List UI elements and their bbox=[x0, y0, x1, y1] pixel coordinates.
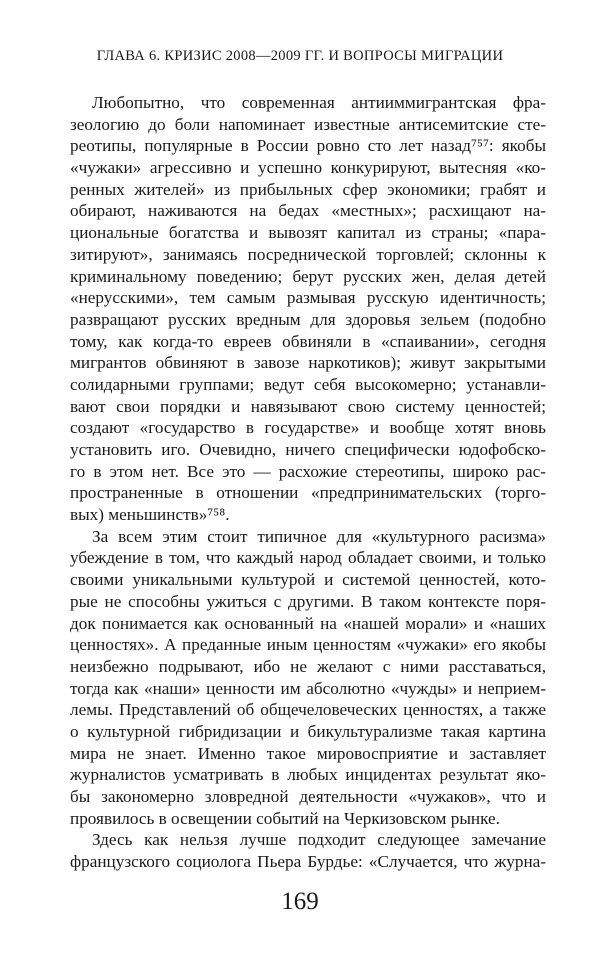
text-line: тому, как когда-то евреев обвиняли в «спаивании», сегодня bbox=[70, 331, 546, 351]
text-line: пространенные в отношении «предпринимательских (торго- bbox=[70, 483, 546, 503]
text-line: циональные богатства и вывозят капитал из страны; «пара- bbox=[70, 223, 546, 243]
text-line: Здесь как нельзя лучше подходит следующее замечание bbox=[92, 830, 546, 850]
running-header: ГЛАВА 6. КРИЗИС 2008—2009 ГГ. И ВОПРОСЫ МИГРАЦИИ bbox=[96, 48, 504, 64]
paragraph bbox=[70, 92, 546, 526]
text-line: криминальному поведению; берут русских жен, делая детей bbox=[70, 266, 546, 286]
paragraph bbox=[70, 829, 546, 872]
text-line: рые не способны ужиться с другими. В таком контексте поря- bbox=[70, 591, 546, 611]
text-line: своими уникальными культурой и системой ценностей, кото- bbox=[70, 570, 546, 590]
text-line: о культурной гибридизации и бикультурализме такая картина bbox=[70, 721, 546, 741]
text-line: развращают русских вредным для здоровья зельем (подобно bbox=[70, 309, 546, 329]
text-line: лемы. Представлений об общечеловеческих ценностях, а также bbox=[70, 700, 546, 720]
text-line: неизбежно подрывают, ибо не желают с ними расставаться, bbox=[70, 656, 546, 676]
text-line: тогда как «наши» ценности им абсолютно «чужды» и неприем- bbox=[70, 678, 546, 698]
text-line: «чужаки» агрессивно и успешно конкурируют, вытесняя «ко- bbox=[70, 158, 546, 178]
text-line: обирают, наживаются на бедах «местных»; расхищают на- bbox=[70, 201, 546, 221]
text-line: го в этом нет. Все это — расхожие стереотипы, широко рас- bbox=[70, 461, 546, 481]
text-line: ренных жителей» из прибыльных сфер экономики; грабят и bbox=[70, 179, 546, 199]
text-line: док понимается как основанный на «нашей морали» и «наших bbox=[70, 613, 546, 633]
page-number: 169 bbox=[281, 888, 319, 915]
text-line: журналистов усматривать в любых инцидентах результат яко- bbox=[70, 765, 546, 785]
text-line: зитируют», занимаясь посреднической торговлей; склонны к bbox=[70, 244, 546, 264]
text-line: солидарными группами; ведут себя высокомерно; устанавли- bbox=[70, 374, 546, 394]
text-line: За всем этим стоит типичное для «культурного расизма» bbox=[92, 526, 546, 546]
text-line: создают «государство в государстве» и вообще хотят вновь bbox=[70, 418, 546, 438]
text-line: вых) меньшинств»⁷⁵⁸. bbox=[70, 505, 230, 525]
text-line: «нерусскими», тем самым размывая русскую идентичность; bbox=[70, 288, 546, 308]
text-line: бы закономерно зловредной деятельности «чужаков», что и bbox=[70, 787, 546, 806]
text-line: французского социолога Пьера Бурдье: «Случается, что журна- bbox=[70, 852, 546, 872]
text-line: вают свои порядки и навязывают свою систему ценностей; bbox=[70, 396, 546, 416]
page-body bbox=[70, 92, 546, 873]
text-line: реотипы, популярные в России ровно сто лет назад⁷⁵⁷: якобы bbox=[70, 136, 546, 156]
text-line: зеологию до боли напоминает известные антисемитские сте- bbox=[70, 114, 546, 134]
text-line: мигрантов обвиняют в завозе наркотиков); живут закрытыми bbox=[70, 353, 546, 373]
text-line: установить иго. Очевидно, ничего специфически юдофобско- bbox=[70, 440, 546, 459]
paragraph bbox=[70, 526, 546, 830]
text-line: убеждение в том, что каждый народ обладает своими, и только bbox=[70, 548, 546, 568]
text-line: мира не знает. Именно такое мировосприятие и заставляет bbox=[70, 743, 546, 763]
text-line: проявилось в освещении событий на Черкизовском рынке. bbox=[70, 808, 500, 828]
text-line: ценностях». А преданные иным ценностям «чужаки» его якобы bbox=[70, 635, 546, 655]
text-line: Любопытно, что современная антииммигрантская фра- bbox=[92, 93, 546, 112]
